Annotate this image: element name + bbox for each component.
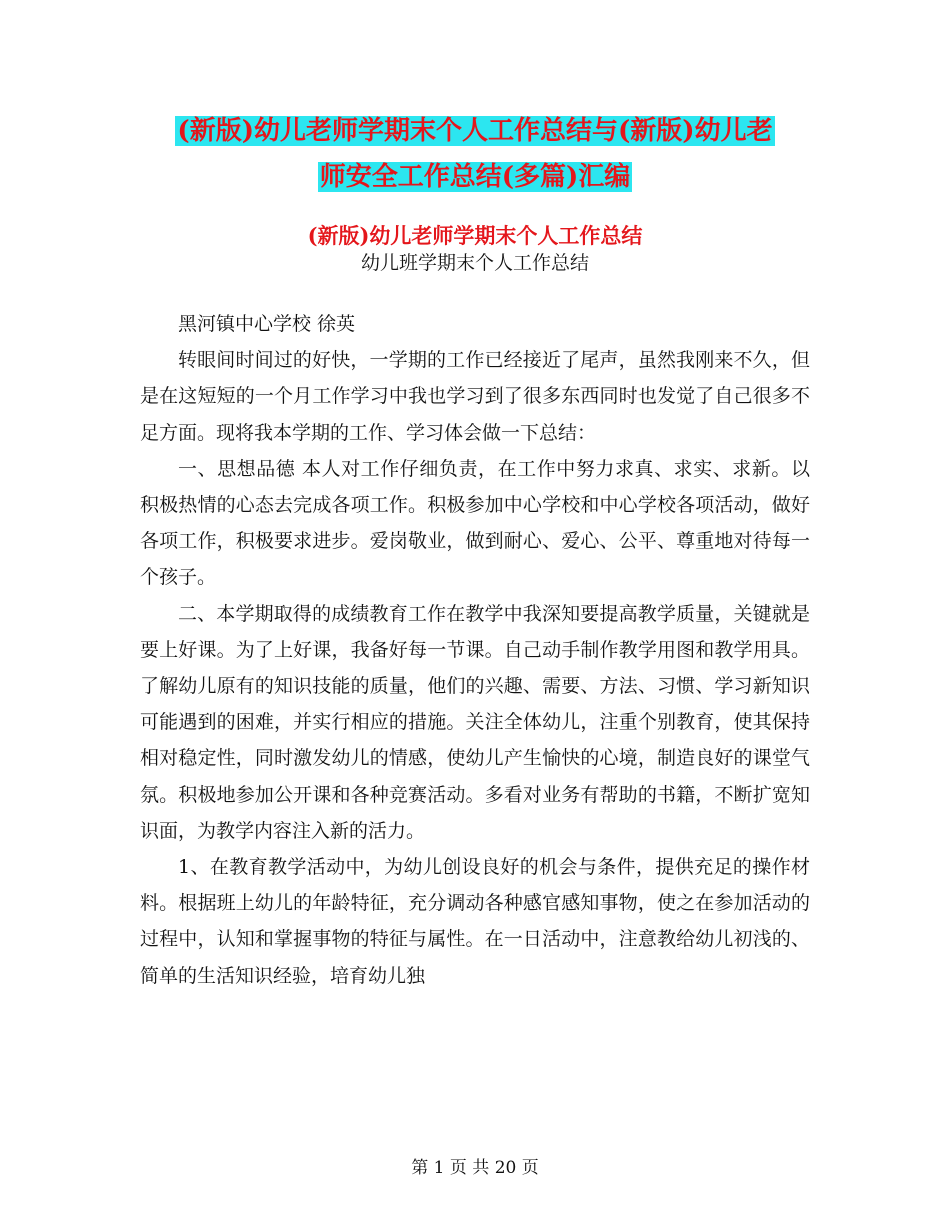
page-footer: 第 1 页 共 20 页 (411, 1158, 539, 1178)
paragraph: 转眼间时间过的好快，一学期的工作已经接近了尾声，虽然我刚来不久，但是在这短短的一个月工作学习中我也学习到了很多东西同时也发觉了自己很多不足方面。现将我本学期的工作、学习体会做一下总结： (140, 349, 810, 444)
title-line-2: 师安全工作总结(多篇)汇编 (319, 162, 631, 192)
title-line-1: (新版)幼儿老师学期末个人工作总结与(新版)幼儿老 (177, 116, 773, 146)
document-title (0, 108, 950, 200)
author-line: 黑河镇中心学校 徐英 (178, 313, 356, 335)
section-subtitle: 幼儿班学期末个人工作总结 (360, 252, 589, 274)
paragraph: 1、在教育教学活动中，为幼儿创设良好的机会与条件，提供充足的操作材料。根据班上幼儿的年龄特征，充分调动各种感官感知事物，使之在参加活动的过程中，认知和掌握事物的特征与属性。在一日活动中，注意教给幼儿初浅的、简单的生活知识经验，培育幼儿独 (140, 856, 810, 987)
paragraph: 一、思想品德 本人对工作仔细负责，在工作中努力求真、求实、求新。以积极热情的心态去完成各项工作。积极参加中心学校和中心学校各项活动，做好各项工作，积极要求进步。爱岗敬业，做到耐心、爱心、公平、尊重地对待每一个孩子。 (140, 457, 810, 589)
paragraph: 二、本学期取得的成绩教育工作在教学中我深知要提高教学质量，关键就是要上好课。为了上好课，我备好每一节课。自己动手制作教学用图和教学用具。了解幼儿原有的知识技能的质量，他们的兴趣、需要、方法、习惯、学习新知识可能遇到的困难，并实行相应的措施。关注全体幼儿，注重个别教育，使其保持相对稳定性，同时激发幼儿的情感，使幼儿产生愉快的心境，制造良好的课堂气氛。积极地参加公开课和各种竞赛活动。多看对业务有帮助的书籍，不断扩宽知识面，为教学内容注入新的活力。 (140, 602, 810, 842)
section-title: (新版)幼儿老师学期末个人工作总结 (307, 223, 643, 248)
document-body (140, 306, 810, 994)
